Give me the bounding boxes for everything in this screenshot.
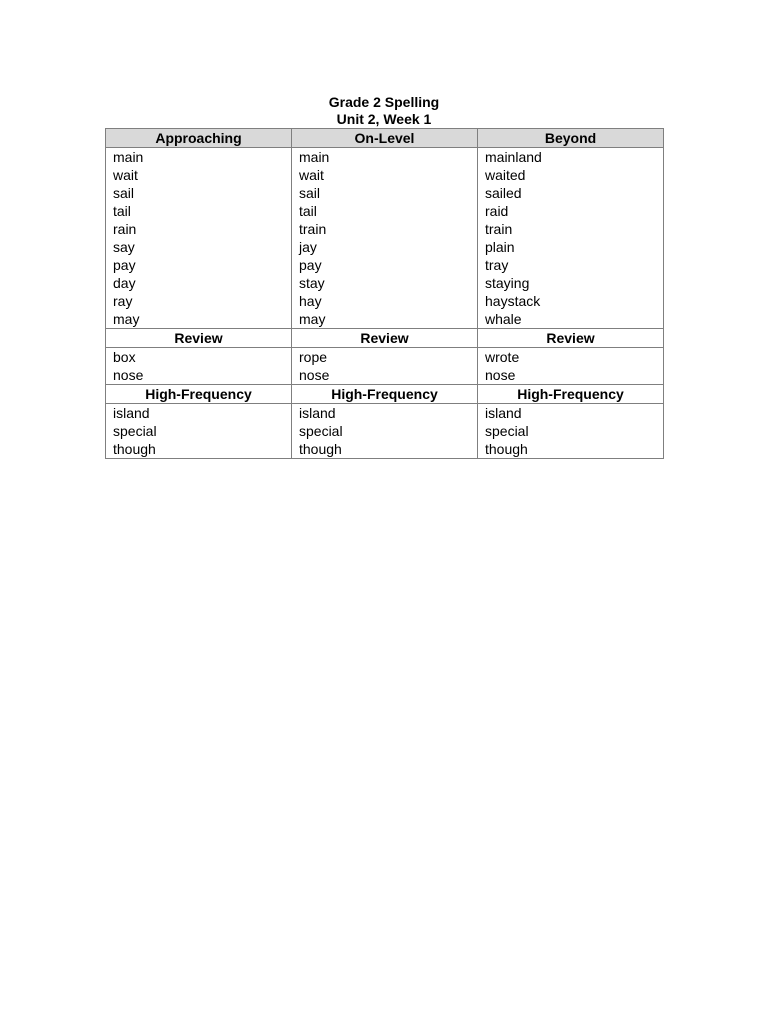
word: main [113,149,144,165]
word: main [299,149,330,165]
column-header-on-level: On-Level [292,129,478,148]
word: train [485,221,513,237]
word: jay [299,239,317,255]
word: day [113,275,136,291]
high-frequency-words-on-level [292,404,478,459]
word: train [299,221,327,237]
high-frequency-header-on-level: High-Frequency [292,385,478,404]
word: sail [299,185,321,201]
word: may [113,311,140,327]
word: rain [113,221,137,237]
review-header-approaching: Review [106,329,292,348]
word: mainland [485,149,542,165]
word: sailed [485,185,522,201]
high-frequency-header-beyond: High-Frequency [478,385,664,404]
word: though [485,441,528,457]
review-header-row [106,329,664,348]
review-words-beyond [478,348,664,385]
word: tail [299,203,317,219]
title-line-1: Grade 2 Spelling [328,94,440,110]
review-words-approaching [106,348,292,385]
word: though [113,441,156,457]
word: nose [113,367,144,383]
word: waited [485,167,526,183]
word: tail [113,203,131,219]
title-line-2: Unit 2, Week 1 [336,111,432,127]
word: staying [485,275,530,291]
review-words-row [106,348,664,385]
word: box [113,349,136,365]
high-frequency-words-row [106,404,664,459]
word: sail [113,185,135,201]
high-frequency-words-beyond [478,404,664,459]
word: wait [299,167,324,183]
word: nose [299,367,330,383]
word: say [113,239,135,255]
word: special [113,423,157,439]
word: whale [485,311,522,327]
word: haystack [485,293,541,309]
document-title [0,94,768,128]
column-header-row [106,129,664,148]
high-frequency-header-approaching: High-Frequency [106,385,292,404]
review-header-beyond: Review [478,329,664,348]
review-header-on-level: Review [292,329,478,348]
word: special [485,423,529,439]
word: island [299,405,336,421]
word: special [299,423,343,439]
word: wrote [485,349,520,365]
word: ray [113,293,133,309]
high-frequency-words-approaching [106,404,292,459]
word: pay [113,257,136,273]
spelling-table [105,128,664,459]
column-header-approaching: Approaching [106,129,292,148]
main-words-beyond [478,148,664,329]
word: pay [299,257,322,273]
main-words-row [106,148,664,329]
high-frequency-header-row [106,385,664,404]
column-header-beyond: Beyond [478,129,664,148]
word: raid [485,203,509,219]
word: stay [299,275,325,291]
word: rope [299,349,328,365]
word: plain [485,239,515,255]
main-words-approaching [106,148,292,329]
review-words-on-level [292,348,478,385]
word: island [113,405,150,421]
word: island [485,405,522,421]
word: nose [485,367,516,383]
word: though [299,441,342,457]
word: hay [299,293,322,309]
word: may [299,311,326,327]
word: wait [113,167,138,183]
word: tray [485,257,509,273]
main-words-on-level [292,148,478,329]
